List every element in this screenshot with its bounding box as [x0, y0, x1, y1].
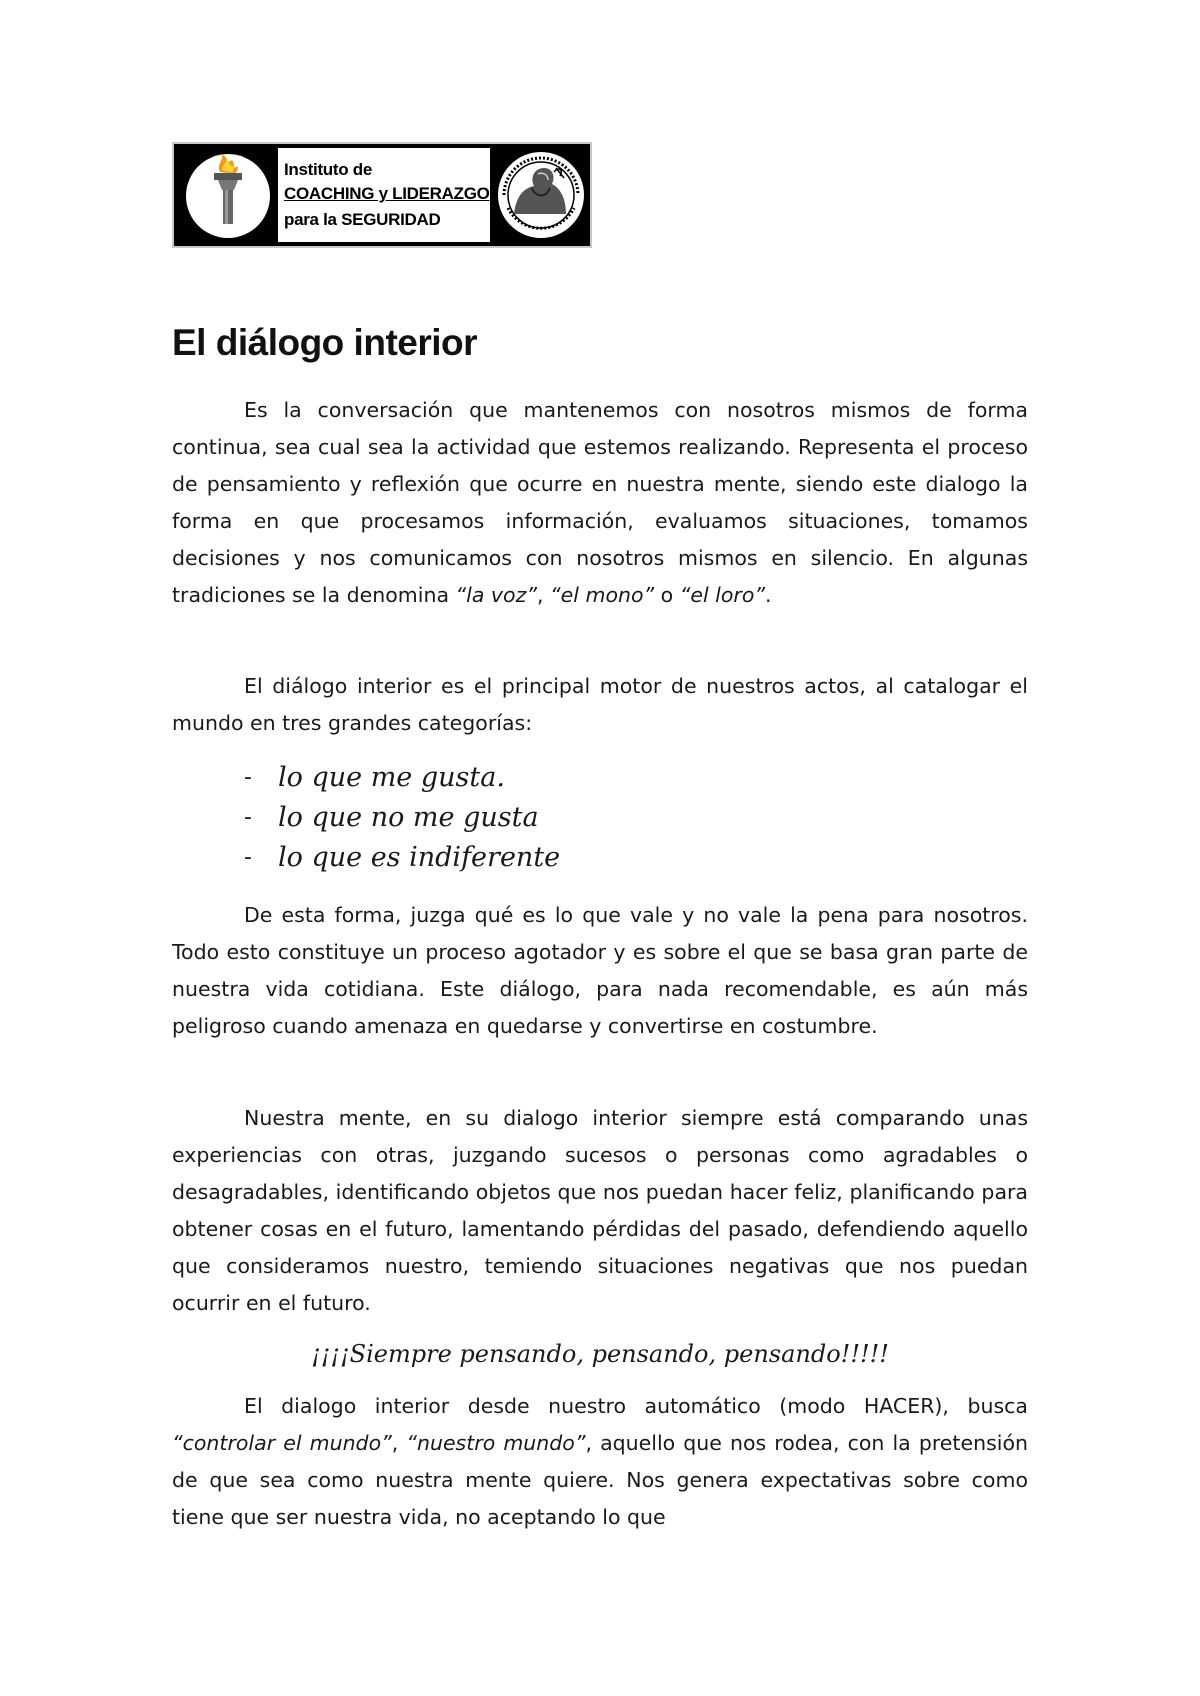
list-item	[244, 758, 560, 798]
paragraph-1	[172, 392, 1028, 614]
paragraph-5	[172, 1388, 1028, 1536]
list-item-text: lo que no me gusta	[278, 802, 539, 833]
seal-emblem-icon	[494, 148, 588, 242]
list-item	[244, 838, 560, 878]
quote-nuestro-mundo: “nuestro mundo”	[406, 1431, 586, 1455]
torch-icon	[186, 154, 270, 238]
separator: o	[654, 583, 680, 607]
list-dash: -	[244, 805, 252, 830]
separator: ,	[391, 1431, 407, 1455]
list-item	[244, 798, 560, 838]
logo-right-panel	[492, 148, 588, 242]
logo-line-2: COACHING y LIDERAZGO	[284, 184, 490, 203]
quote-el-loro: “el loro”	[679, 583, 766, 607]
list-dash: -	[244, 845, 252, 870]
quote-controlar-el-mundo: “controlar el mundo”	[172, 1431, 392, 1455]
list-item-text: lo que es indiferente	[278, 842, 561, 873]
institute-logo	[172, 142, 592, 248]
paragraph-4: Nuestra mente, en su dialogo interior siempre está comparando unas experiencias con otras, juzgando sucesos o personas como agradables o desagradables, identificando objetos que nos puedan hacer feliz, planificando para obtener cosas en el futuro, lamentando pérdidas del pasado, defendiendo aquello que consideramos nuestro, temiendo situaciones negativas que nos puedan ocurrir en el futuro.	[172, 1106, 1028, 1315]
logo-line-1: Instituto de	[284, 160, 372, 179]
categories-list	[244, 758, 560, 878]
list-dash: -	[244, 765, 252, 790]
logo-line-3: para la SEGURIDAD	[284, 210, 441, 229]
page-title: El diálogo interior	[172, 322, 478, 363]
logo-left-panel	[178, 148, 276, 242]
paragraph-5-text-end: , aquello que nos rodea, con la pretensión de que sea como nuestra mente quiere. Nos genera expectativas sobre como tiene que ser nuestra vida, no aceptando lo que	[172, 1431, 1028, 1529]
paragraph-2: El diálogo interior es el principal motor de nuestros actos, al catalogar el mundo en tres grandes categorías:	[172, 674, 1028, 735]
exclamation-line: ¡¡¡¡Siempre pensando, pensando, pensando!!!!!	[311, 1340, 889, 1368]
list-item-text: lo que me gusta.	[278, 762, 505, 793]
quote-la-voz: “la voz”	[455, 583, 537, 607]
paragraph-3: De esta forma, juzga qué es lo que vale y no vale la pena para nosotros. Todo esto constituye un proceso agotador y es sobre el que se basa gran parte de nuestra vida cotidiana. Este diálogo, para nada recomendable, es aún más peligroso cuando amenaza en quedarse y convertirse en costumbre.	[172, 903, 1028, 1038]
paragraph-1-text: Es la conversación que mantenemos con nosotros mismos de forma continua, sea cual sea la actividad que estemos realizando. Representa el proceso de pensamiento y reflexión que ocurre en nuestra mente, siendo este dialogo la forma en que procesamos información, evaluamos situaciones, tomamos decisiones y nos comunicamos con nosotros mismos en silencio. En algunas tradiciones se la denomina	[172, 398, 1028, 607]
paragraph-5-text: El dialogo interior desde nuestro automático (modo HACER), busca	[244, 1394, 1028, 1418]
quote-el-mono: “el mono”	[550, 583, 655, 607]
logo-circle	[186, 154, 270, 238]
period: .	[765, 583, 772, 607]
separator: ,	[536, 583, 551, 607]
logo-text-panel	[278, 148, 490, 242]
